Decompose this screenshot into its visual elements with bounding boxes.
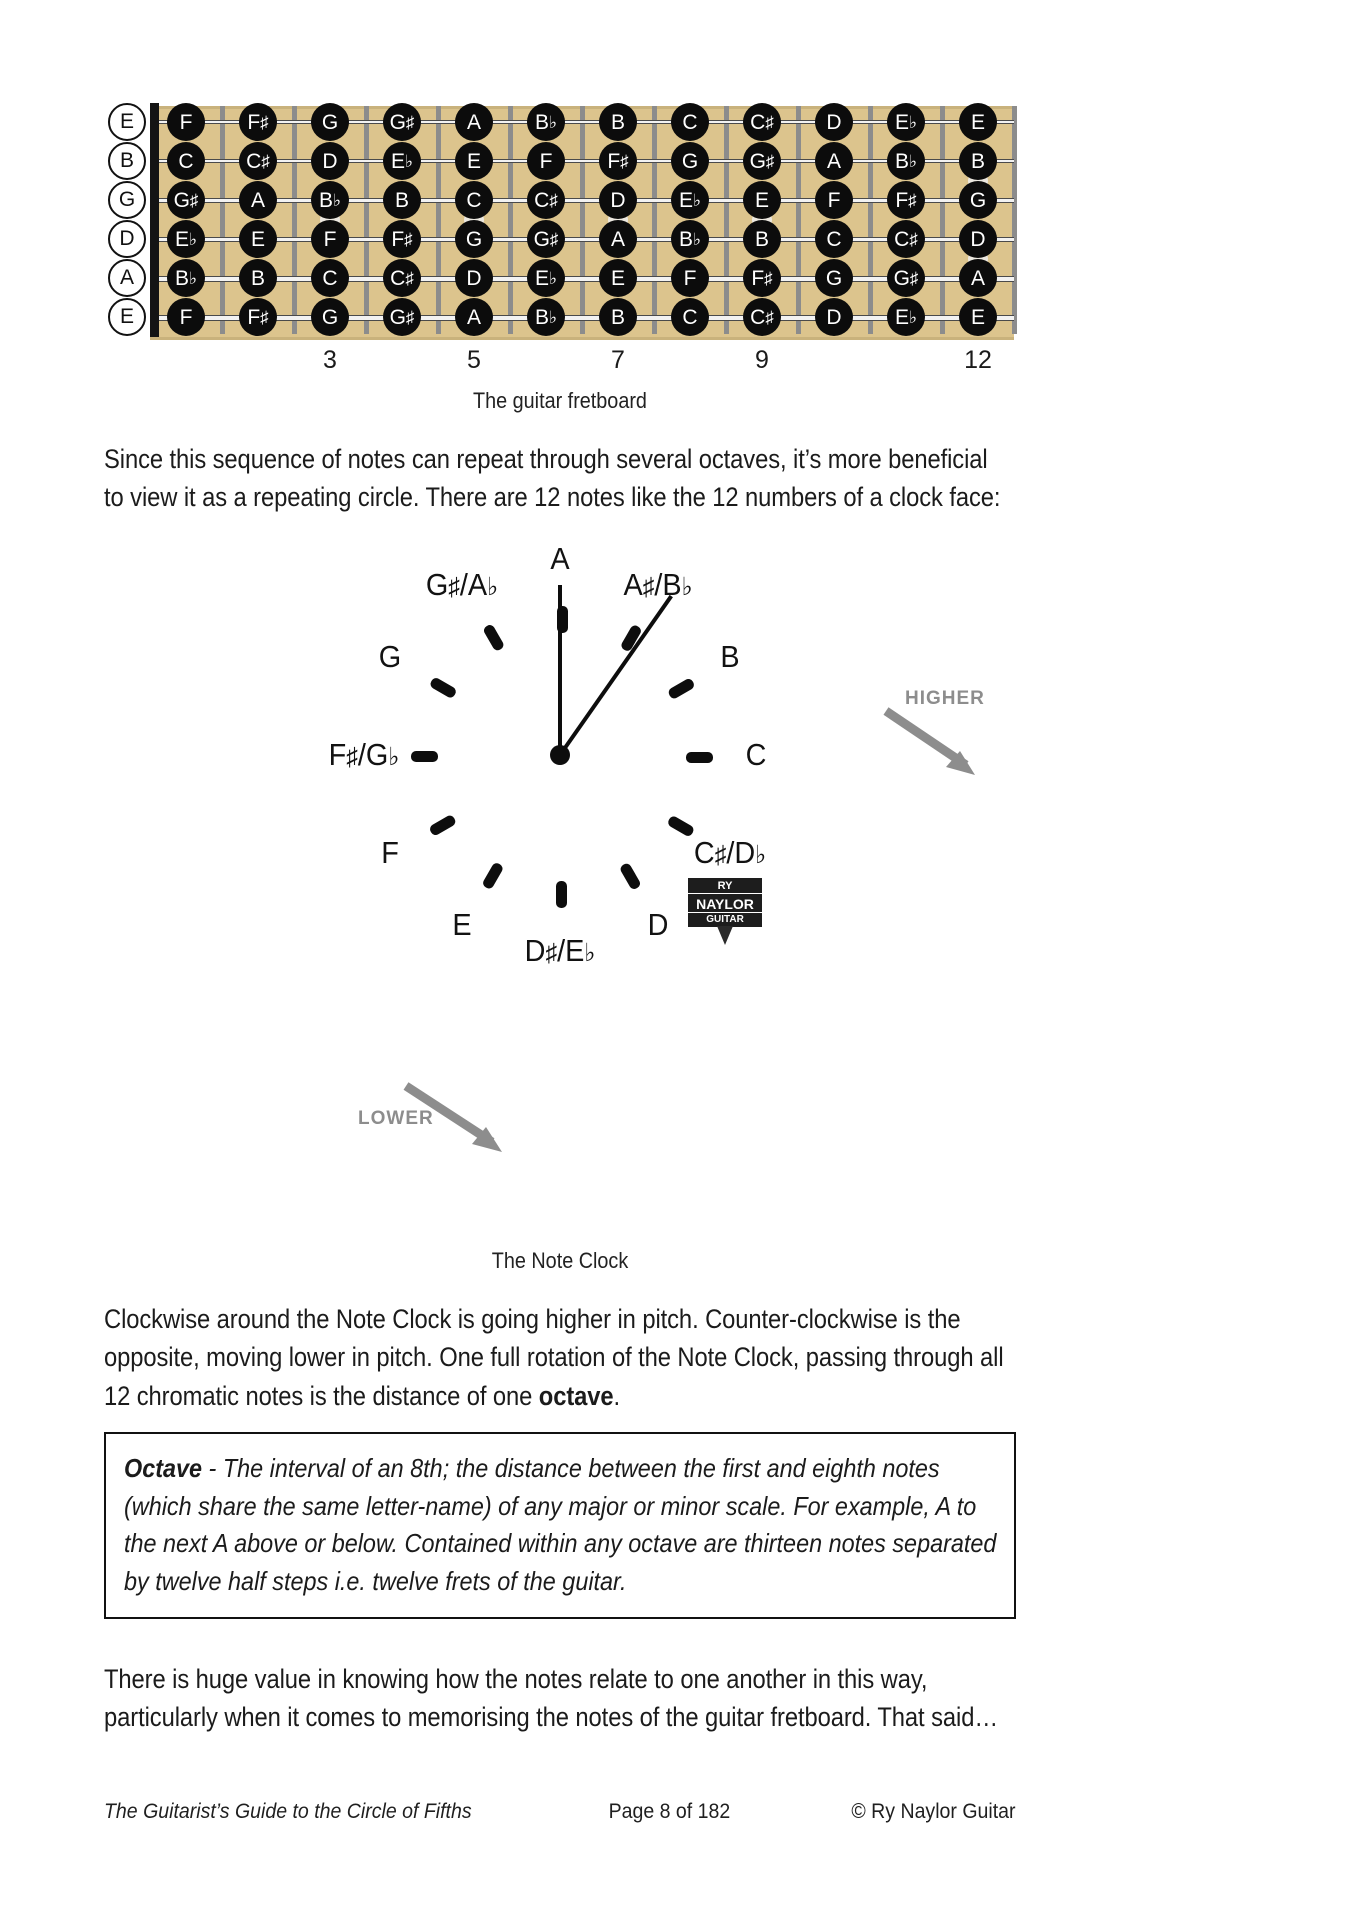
fret-note: E ♭	[887, 103, 925, 141]
fret-note: G	[455, 220, 493, 258]
fret-note: G ♯	[527, 220, 565, 258]
fret-note: G ♯	[383, 298, 421, 336]
clock-label-d: D	[647, 906, 669, 942]
fret-note: C ♯	[743, 103, 781, 141]
guitar-string	[150, 159, 1014, 163]
fret-note: C	[455, 181, 493, 219]
fret-note: A	[815, 142, 853, 180]
fret-note: D	[599, 181, 637, 219]
clock-tick-9	[396, 755, 564, 759]
fret-note: E ♭	[671, 181, 709, 219]
fret-number-7: 7	[611, 346, 625, 374]
footer-book-title: The Guitarist’s Guide to the Circle of Fifths	[104, 1800, 472, 1823]
higher-label: HIGHER	[905, 688, 985, 709]
fret-note: C	[167, 142, 205, 180]
fret-note: G	[671, 142, 709, 180]
octave-definition-box	[104, 1432, 1016, 1619]
guitar-string	[150, 276, 1014, 282]
fret-wire	[868, 106, 873, 334]
clock-tick-2	[559, 672, 706, 759]
clock-hand-short	[557, 595, 673, 758]
guitar-string	[150, 237, 1014, 242]
open-string-e-0: E	[108, 103, 146, 141]
octave-bold: octave	[538, 1380, 614, 1411]
logo-line-guitar: GUITAR	[688, 913, 762, 927]
fret-note: F	[671, 259, 709, 297]
guitar-string	[150, 315, 1014, 321]
definition-text	[124, 1450, 997, 1601]
fret-note: B ♭	[527, 103, 565, 141]
fret-note: F ♯	[743, 259, 781, 297]
fret-wire	[508, 106, 513, 334]
fret-note: C	[671, 103, 709, 141]
fret-note: E ♭	[887, 298, 925, 336]
definition-term: Octave	[124, 1453, 203, 1483]
fret-note: F ♯	[599, 142, 637, 180]
fret-note: E	[599, 259, 637, 297]
fret-note: C ♯	[383, 259, 421, 297]
clock-hand-long	[558, 585, 562, 757]
definition-body: - The interval of an 8th; the distance between the first and eighth notes (which share the same letter-name) of any major or minor scale. For example, A to the next A above or below. Contained within any octave are thirteen notes separated by twelve half steps i.e. twelve frets of the guitar.	[124, 1453, 997, 1597]
fret-note: G ♯	[743, 142, 781, 180]
fret-note: E ♭	[527, 259, 565, 297]
open-string-labels	[104, 100, 156, 340]
fret-note: A	[455, 103, 493, 141]
fret-note: C ♯	[239, 142, 277, 180]
clock-tick-8	[417, 754, 564, 841]
fret-note: E	[239, 220, 277, 258]
fret-wire	[1012, 106, 1017, 334]
higher-arrow-icon	[880, 705, 1000, 790]
after-clock-text-end: .	[613, 1380, 621, 1411]
fret-note: D	[311, 142, 349, 180]
guitar-string	[150, 120, 1014, 124]
clock-label-e: E	[452, 906, 472, 942]
open-string-a-4: A	[108, 259, 146, 297]
fret-note: A	[239, 181, 277, 219]
fret-note: F ♯	[239, 103, 277, 141]
fret-note: B	[599, 298, 637, 336]
fret-note: B ♭	[887, 142, 925, 180]
clock-label-ab: A♯/B♭	[623, 567, 693, 603]
fret-note: G	[311, 298, 349, 336]
fret-note: F ♯	[383, 220, 421, 258]
fret-wire	[580, 106, 585, 334]
fret-note: C ♯	[887, 220, 925, 258]
fret-note: C	[311, 259, 349, 297]
fret-note: F	[527, 142, 565, 180]
fret-note: F ♯	[887, 181, 925, 219]
clock-tick-11	[477, 612, 564, 759]
fret-note: F ♯	[239, 298, 277, 336]
fret-note: G ♯	[383, 103, 421, 141]
fret-wire	[292, 106, 297, 334]
fret-note: A	[599, 220, 637, 258]
fret-note: E	[959, 103, 997, 141]
fret-note: D	[959, 220, 997, 258]
fret-wire	[940, 106, 945, 334]
intro-paragraph: Since this sequence of notes can repeat through several octaves, it’s more beneficial to view it as a repeating circle. There are 12 notes like the 12 numbers of a clock face:	[104, 444, 1001, 513]
clock-label-cd: C♯/D♭	[693, 835, 766, 870]
lower-label: LOWER	[358, 1108, 434, 1129]
fret-note: G ♯	[887, 259, 925, 297]
logo-line-ry: RY	[688, 878, 762, 893]
fret-number-5: 5	[467, 346, 481, 374]
fretboard-diagram	[104, 100, 1014, 374]
after-clock-paragraph	[104, 1300, 1010, 1415]
fret-note: E	[743, 181, 781, 219]
fretboard-caption: The guitar fretboard	[473, 388, 647, 413]
clock-label-f: F	[381, 835, 400, 870]
fret-number-12: 12	[964, 346, 992, 374]
open-string-e-5: E	[108, 298, 146, 336]
after-clock-text-1: Clockwise around the Note Clock is going higher in pitch. Counter-clockwise is the opposite, moving lower in pitch. One full rotation of the Note Clock, passing through all 12 chromatic notes is the distance of one	[104, 1304, 1004, 1411]
note-clock-caption: The Note Clock	[491, 1248, 629, 1273]
fret-note: E ♭	[167, 220, 205, 258]
clock-tick-4	[559, 754, 706, 841]
fret-note: F	[311, 220, 349, 258]
clock-center-hub	[550, 745, 570, 765]
fret-note: C	[815, 220, 853, 258]
fret-note: B	[959, 142, 997, 180]
fret-wire	[220, 106, 225, 334]
fret-note: B	[239, 259, 277, 297]
fret-note: F	[815, 181, 853, 219]
brand-logo	[688, 878, 762, 936]
fret-note: F	[167, 298, 205, 336]
fret-note: G	[959, 181, 997, 219]
fret-note: A	[959, 259, 997, 297]
clock-label-de: D♯/E♭	[524, 933, 596, 968]
fret-note: E	[959, 298, 997, 336]
footer-page-number: Page 8 of 182	[608, 1800, 731, 1823]
closing-paragraph: There is huge value in knowing how the notes relate to one another in this way, particularly when it comes to memorising the notes of the guitar fretboard. That said…	[104, 1664, 998, 1733]
fret-wire	[364, 106, 369, 334]
fret-note: B ♭	[311, 181, 349, 219]
fret-wire	[652, 106, 657, 334]
fret-note: B ♭	[167, 259, 205, 297]
fret-note: B	[599, 103, 637, 141]
page-footer	[104, 1800, 1016, 1824]
guitar-string	[150, 198, 1014, 203]
fret-note: B	[383, 181, 421, 219]
fret-note: B	[743, 220, 781, 258]
fret-wire	[724, 106, 729, 334]
clock-label-ga: G♯/A♭	[425, 567, 499, 603]
fretboard-nut	[150, 103, 159, 337]
fret-note: C	[671, 298, 709, 336]
fret-number-9: 9	[755, 346, 769, 374]
fret-wire	[436, 106, 441, 334]
clock-tick-10	[417, 672, 564, 759]
fret-note: C ♯	[743, 298, 781, 336]
fret-number-3: 3	[323, 346, 337, 374]
fret-note: E ♭	[383, 142, 421, 180]
clock-tick-6	[560, 755, 564, 923]
fret-note: E	[455, 142, 493, 180]
fret-note: D	[815, 103, 853, 141]
fret-note: C ♯	[527, 181, 565, 219]
clock-label-g: G	[379, 639, 402, 674]
open-string-b-1: B	[108, 142, 146, 180]
clock-tick-5	[559, 754, 646, 901]
clock-label-fg: F♯/G♭	[328, 737, 400, 772]
clock-tick-3	[560, 755, 728, 759]
clock-label-c: C	[745, 737, 767, 772]
footer-copyright: © Ry Naylor Guitar	[851, 1800, 1016, 1823]
fret-note: G ♯	[167, 181, 205, 219]
fret-note: D	[455, 259, 493, 297]
fret-note: G	[815, 259, 853, 297]
fret-note: F	[167, 103, 205, 141]
fret-note: G	[311, 103, 349, 141]
fret-wire	[796, 106, 801, 334]
open-string-d-3: D	[108, 220, 146, 258]
clock-tick-7	[477, 754, 564, 901]
lower-arrow-icon	[400, 1080, 530, 1170]
pick-icon	[715, 925, 735, 947]
fret-note: A	[455, 298, 493, 336]
clock-label-a: A	[550, 541, 570, 576]
fret-note: B ♭	[671, 220, 709, 258]
clock-label-b: B	[720, 639, 740, 674]
fret-note: B ♭	[527, 298, 565, 336]
fret-note: D	[815, 298, 853, 336]
open-string-g-2: G	[108, 181, 146, 219]
logo-line-naylor: NAYLOR	[688, 894, 762, 912]
